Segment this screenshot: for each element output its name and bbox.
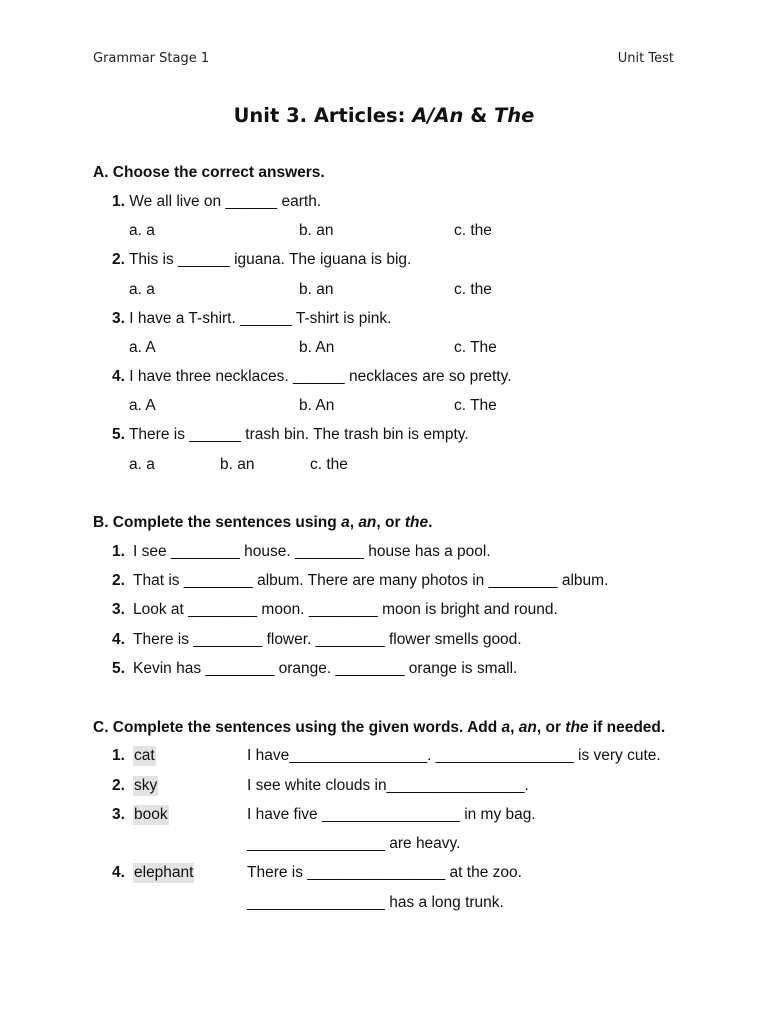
b-heading-prefix: B. Complete the sentences using (93, 514, 342, 531)
a-q5-option-c: c. the (310, 456, 348, 473)
c-item-number: 3. (112, 806, 125, 823)
title-amp: & (463, 104, 494, 127)
section-b-heading (93, 513, 432, 533)
a-q3-option-b: b. An (299, 339, 335, 356)
a-q4-option-b: b. An (299, 397, 335, 414)
a-q4-option-c: c. The (454, 397, 497, 414)
a-question-text: There is ______ trash bin. The trash bin is empty. (128, 426, 469, 443)
a-q2-option-c: c. the (454, 281, 492, 298)
b-heading-sep2: , or (376, 514, 405, 531)
b-item-text: Look at ________ moon. ________ moon is bright and round. (133, 601, 558, 618)
b-item-text: I see ________ house. ________ house has a pool. (133, 543, 491, 560)
a-question-5 (112, 425, 469, 445)
b-item-text: There is ________ flower. ________ flower smells good. (133, 631, 522, 648)
c-item-text: I see white clouds in________________. (247, 777, 529, 794)
a-question-text: I have three necklaces. ______ necklaces are so pretty. (129, 368, 512, 385)
b-item-number: 1. (112, 543, 125, 560)
a-q2-option-b: b. an (299, 281, 334, 298)
a-question-number: 4. (112, 368, 125, 385)
c-given-word: cat (134, 747, 155, 764)
c-heading-a: a (501, 719, 511, 736)
c-item-text-continued: ________________ has a long trunk. (247, 894, 504, 911)
c-heading-an: an (518, 719, 537, 736)
section-a-heading: A. Choose the correct answers. (93, 164, 325, 181)
b-heading-a: a (341, 514, 350, 531)
b-item-number: 2. (112, 572, 125, 589)
header-right: Unit Test (617, 51, 674, 66)
b-item-text: Kevin has ________ orange. ________ orange is small. (133, 660, 518, 677)
a-q3-option-c: c. The (454, 339, 497, 356)
title-italic-the: The (494, 104, 535, 127)
c-given-word: elephant (134, 864, 194, 881)
b-heading-sep1: , (349, 514, 359, 531)
c-heading-the: the (565, 719, 589, 736)
a-question-number: 2. (112, 251, 125, 268)
a-question-1 (112, 192, 321, 212)
c-given-word: book (134, 806, 168, 823)
header-left: Grammar Stage 1 (93, 51, 210, 66)
b-heading-an: an (358, 514, 377, 531)
a-question-text: This is ______ iguana. The iguana is big. (128, 251, 412, 268)
c-heading-sep1: , (510, 719, 519, 736)
c-item-number: 2. (112, 777, 125, 794)
c-heading-end: if needed. (588, 719, 666, 736)
a-question-number: 5. (112, 426, 125, 443)
b-item-number: 5. (112, 660, 125, 677)
a-q4-option-a: a. A (129, 397, 156, 414)
c-item-number: 4. (112, 864, 125, 881)
title-prefix: Unit 3. Articles: (233, 104, 413, 127)
section-c-heading (93, 718, 665, 738)
c-item-text-continued: ________________ are heavy. (247, 835, 461, 852)
c-item-number: 1. (112, 747, 125, 764)
b-item-number: 4. (112, 631, 125, 648)
a-q1-option-c: c. the (454, 222, 492, 239)
a-q2-option-a: a. a (129, 281, 155, 298)
c-heading-prefix: C. Complete the sentences using the given words. Add (93, 719, 502, 736)
b-item-number: 3. (112, 601, 125, 618)
a-question-number: 3. (112, 310, 125, 327)
c-item-text: I have________________. ________________ is very cute. (247, 747, 661, 764)
a-question-text: We all live on ______ earth. (129, 193, 322, 210)
a-q5-option-a: a. a (129, 456, 155, 473)
c-item-text: I have five ________________ in my bag. (247, 806, 536, 823)
a-q5-option-b: b. an (220, 456, 255, 473)
c-heading-sep2: , or (536, 719, 566, 736)
b-heading-the: the (404, 514, 429, 531)
a-question-text: I have a T-shirt. ______ T-shirt is pink. (129, 310, 392, 327)
a-q1-option-a: a. a (129, 222, 155, 239)
c-given-word: sky (134, 777, 158, 794)
a-question-2 (112, 250, 411, 270)
title-italic-aan: A/An (412, 104, 464, 127)
a-q1-option-b: b. an (299, 222, 334, 239)
a-question-3 (112, 309, 391, 329)
b-heading-end: . (428, 514, 433, 531)
page-title (0, 104, 768, 127)
a-question-number: 1. (112, 193, 125, 210)
c-item-text: There is ________________ at the zoo. (247, 864, 522, 881)
b-item-text: That is ________ album. There are many photos in ________ album. (133, 572, 609, 589)
a-q3-option-a: a. A (129, 339, 156, 356)
a-question-4 (112, 367, 512, 387)
